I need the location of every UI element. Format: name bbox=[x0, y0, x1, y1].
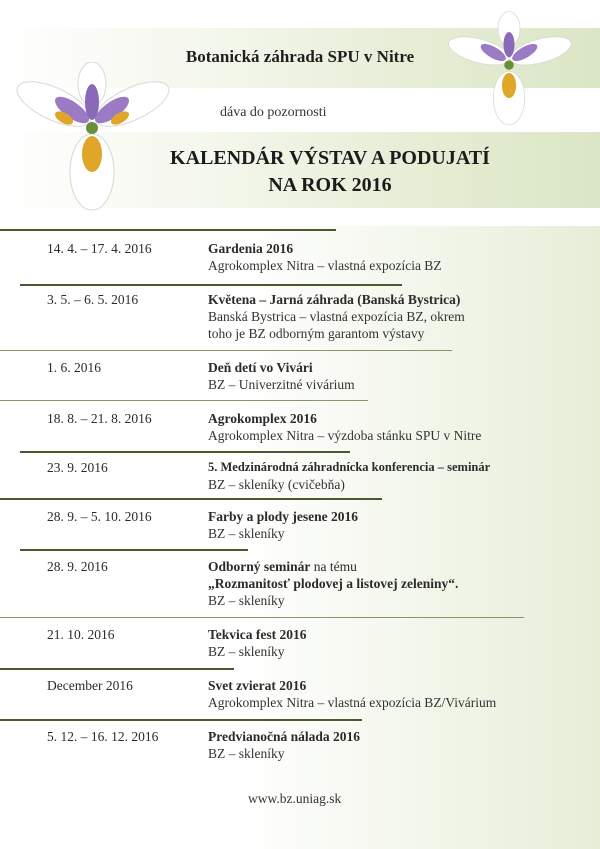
event-info bbox=[208, 508, 578, 542]
event-date: 21. 10. 2016 bbox=[47, 627, 115, 642]
website-link[interactable]: www.bz.uniag.sk bbox=[248, 791, 342, 806]
event-date: 3. 5. – 6. 5. 2016 bbox=[47, 292, 139, 307]
event-place: BZ – skleníky bbox=[208, 644, 285, 659]
event-date: 5. 12. – 16. 12. 2016 bbox=[47, 729, 159, 744]
event-info bbox=[208, 558, 578, 609]
event-date: 18. 8. – 21. 8. 2016 bbox=[47, 411, 152, 426]
divider bbox=[20, 549, 248, 551]
event-place: toho je BZ odborným garantom výstavy bbox=[208, 326, 425, 341]
event-title: Květena – Jarná záhrada (Banská Bystrica) bbox=[208, 292, 461, 307]
divider bbox=[0, 350, 452, 351]
divider bbox=[0, 498, 382, 500]
event-title: 5. Medzinárodná záhradnícka konferencia – seminár bbox=[208, 460, 491, 474]
subtitle: dáva do pozornosti bbox=[220, 105, 327, 120]
title-line-1: KALENDÁR VÝSTAV A PODUJATÍ bbox=[170, 147, 490, 169]
page-title bbox=[130, 145, 530, 199]
divider bbox=[0, 400, 368, 401]
event-date: 14. 4. – 17. 4. 2016 bbox=[47, 241, 152, 256]
divider bbox=[0, 668, 234, 670]
divider bbox=[20, 284, 402, 286]
event-info bbox=[208, 626, 578, 660]
event-title: Svet zvierat 2016 bbox=[208, 678, 307, 693]
divider bbox=[0, 229, 336, 231]
divider bbox=[0, 617, 524, 618]
event-info bbox=[208, 677, 578, 711]
event-info bbox=[208, 410, 578, 444]
event-date: December 2016 bbox=[47, 678, 133, 693]
event-title: Gardenia 2016 bbox=[208, 241, 294, 256]
event-place: Agrokomplex Nitra – výzdoba stánku SPU v Nitre bbox=[208, 428, 482, 443]
event-date: 28. 9. – 5. 10. 2016 bbox=[47, 509, 152, 524]
event-title-suffix: na tému bbox=[310, 559, 357, 574]
event-title: Predvianočná nálada 2016 bbox=[208, 729, 361, 744]
event-info bbox=[208, 459, 578, 493]
event-title: Odborný seminár bbox=[208, 559, 311, 574]
event-place: Agrokomplex Nitra – vlastná expozícia BZ bbox=[208, 258, 442, 273]
event-title: Tekvica fest 2016 bbox=[208, 627, 307, 642]
event-place: BZ – skleníky bbox=[208, 593, 285, 608]
event-title: Deň detí vo Vivári bbox=[208, 360, 313, 375]
event-info bbox=[208, 240, 578, 274]
event-info bbox=[208, 359, 578, 393]
event-info bbox=[208, 291, 578, 342]
divider bbox=[0, 719, 362, 721]
event-date: 1. 6. 2016 bbox=[47, 360, 101, 375]
divider bbox=[20, 451, 350, 453]
iris-flower-icon bbox=[446, 8, 572, 130]
event-place: Agrokomplex Nitra – vlastná expozícia BZ/Vivárium bbox=[208, 695, 497, 710]
event-place: BZ – skleníky bbox=[208, 526, 285, 541]
event-info bbox=[208, 728, 578, 762]
institution-name: Botanická záhrada SPU v Nitre bbox=[185, 47, 415, 66]
event-place: BZ – Univerzitné vivárium bbox=[208, 377, 355, 392]
event-title: Farby a plody jesene 2016 bbox=[208, 509, 358, 524]
event-date: 28. 9. 2016 bbox=[47, 559, 108, 574]
event-subtitle: „Rozmanitosť plodovej a listovej zeleniny“. bbox=[208, 576, 459, 591]
event-date: 23. 9. 2016 bbox=[47, 460, 108, 475]
event-place: Banská Bystrica – vlastná expozícia BZ, okrem bbox=[208, 309, 465, 324]
event-title-row bbox=[208, 558, 578, 575]
title-line-2: NA ROK 2016 bbox=[268, 174, 392, 196]
event-place: BZ – skleníky bbox=[208, 746, 285, 761]
event-title: Agrokomplex 2016 bbox=[208, 411, 317, 426]
event-place: BZ – skleníky (cvičebňa) bbox=[208, 477, 345, 492]
